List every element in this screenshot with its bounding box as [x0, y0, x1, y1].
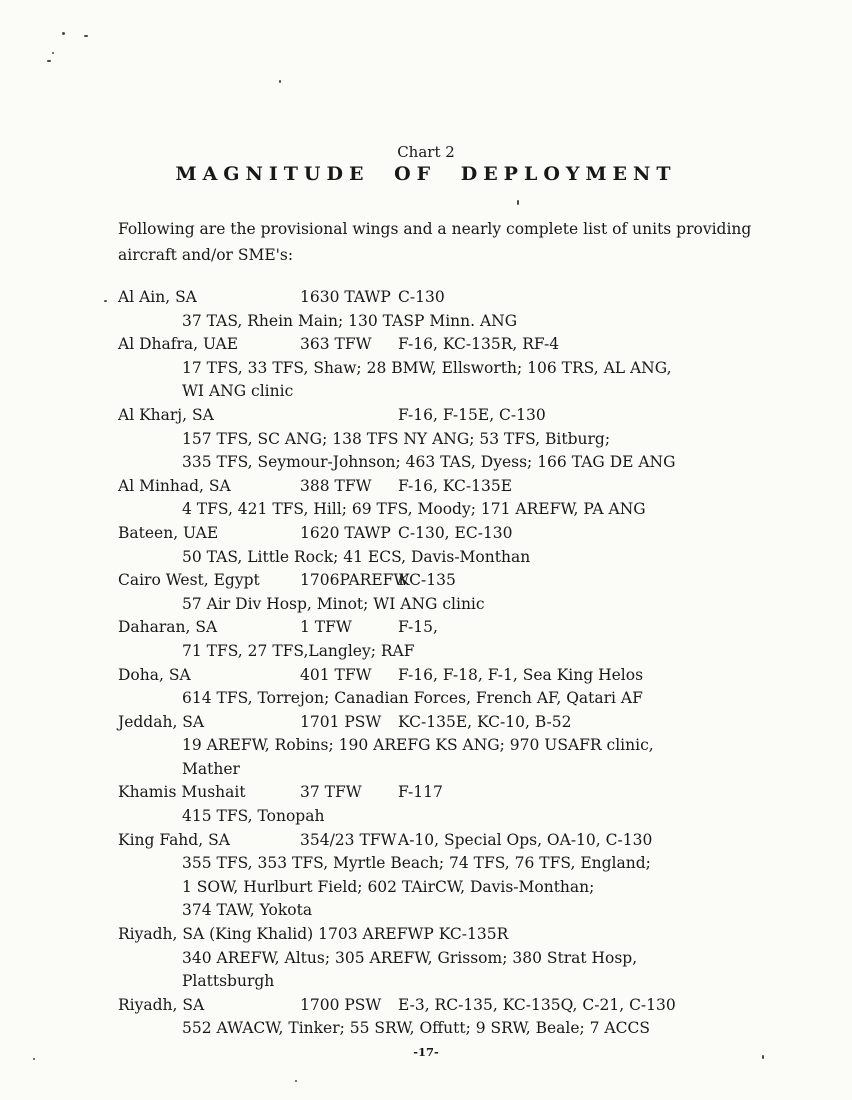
- entry-wing: [300, 404, 398, 428]
- deployment-entry: [118, 475, 778, 522]
- entry-location: King Fahd, SA: [118, 830, 230, 849]
- entry-aircraft: F-16, F-18, F-1, Sea King Helos: [398, 665, 644, 684]
- unit-line: 50 TAS, Little Rock; 41 ECS, Davis-Monthan: [182, 547, 531, 566]
- entry-wing: 1701 PSW: [300, 712, 382, 731]
- deployment-entry: [118, 569, 778, 616]
- entry-wing: 1620 TAWP: [300, 523, 391, 542]
- entry-header: [118, 829, 778, 853]
- entry-header: [118, 994, 778, 1018]
- deployment-entry: [118, 923, 778, 994]
- page-title: MAGNITUDE OF DEPLOYMENT: [175, 163, 677, 185]
- unit-line: Plattsburgh: [182, 972, 275, 991]
- entry-location: Doha, SA: [118, 665, 191, 684]
- entry-wing: 1706PAREFW: [300, 571, 410, 590]
- deployment-entry: [118, 522, 778, 569]
- entry-header: [118, 333, 778, 357]
- entry-wing: 401 TFW: [300, 665, 372, 684]
- entry-location: Khamis Mushait: [118, 783, 246, 802]
- unit-line: 17 TFS, 33 TFS, Shaw; 28 BMW, Ellsworth; 106 TRS, AL ANG,: [182, 358, 672, 377]
- entry-location: Cairo West, Egypt: [118, 571, 260, 590]
- entry-header: [118, 522, 778, 546]
- unit-line: 374 TAW, Yokota: [182, 901, 313, 920]
- entry-location: Riyadh, SA: [118, 995, 205, 1014]
- unit-line: WI ANG clinic: [182, 382, 294, 401]
- deployment-entry: [118, 404, 778, 475]
- entry-location: Daharan, SA: [118, 618, 218, 637]
- entry-header: [118, 475, 778, 499]
- deployment-entry: [118, 664, 778, 711]
- unit-line: 57 Air Div Hosp, Minot; WI ANG clinic: [182, 594, 485, 613]
- scan-speck: [47, 60, 51, 62]
- unit-line: 157 TFS, SC ANG; 138 TFS NY ANG; 53 TFS, Bitburg;: [182, 429, 611, 448]
- entry-location: Al Minhad, SA: [118, 476, 231, 495]
- deployment-entry: [118, 994, 778, 1041]
- intro-paragraph: [118, 217, 751, 268]
- entry-header: [118, 781, 778, 805]
- deployment-entry: [118, 829, 778, 923]
- entry-header: [118, 664, 778, 688]
- entry-aircraft: F-15,: [398, 618, 438, 637]
- unit-line: 614 TFS, Torrejon; Canadian Forces, French AF, Qatari AF: [182, 689, 643, 708]
- entry-wing: 37 TFW: [300, 783, 362, 802]
- entry-location: Jeddah, SA: [118, 712, 205, 731]
- deployment-entry: [118, 333, 778, 404]
- entry-location: Al Ain, SA: [118, 288, 197, 306]
- entry-wing: 388 TFW: [300, 476, 372, 495]
- deployment-list: [118, 286, 778, 1041]
- entry-header: [118, 286, 778, 310]
- unit-line: 71 TFS, 27 TFS,Langley; RAF: [182, 641, 415, 660]
- unit-line: Mather: [182, 759, 240, 778]
- deployment-entry: [118, 286, 778, 333]
- scan-speck: [517, 200, 519, 205]
- entry-aircraft: E-3, RC-135, KC-135Q, C-21, C-130: [398, 995, 676, 1014]
- entry-location: Bateen, UAE: [118, 523, 219, 542]
- scan-speck: [52, 52, 54, 54]
- unit-line: 415 TFS, Tonopah: [182, 807, 325, 826]
- scan-speck: [295, 1080, 297, 1082]
- deployment-entry: [118, 616, 778, 663]
- entry-header: [118, 923, 778, 947]
- unit-line: 1 SOW, Hurlburt Field; 602 TAirCW, Davis-Monthan;: [182, 877, 595, 896]
- entry-location: Al Kharj, SA: [118, 405, 214, 424]
- entry-header: [118, 711, 778, 735]
- entry-wing: 1 TFW: [300, 618, 352, 637]
- entry-wing: 354/23 TFW: [300, 830, 397, 849]
- unit-line: 340 AREFW, Altus; 305 AREFW, Grissom; 380 Strat Hosp,: [182, 948, 638, 967]
- entry-aircraft: F-117: [398, 783, 443, 802]
- scan-speck: [104, 300, 107, 302]
- entry-aircraft: F-16, KC-135E: [398, 476, 513, 495]
- entry-header: [118, 616, 778, 640]
- intro-line: aircraft and/or SME's:: [118, 245, 294, 264]
- entry-location: Riyadh, SA (King Khalid) 1703 AREFWP KC-135R: [118, 925, 509, 944]
- scan-speck: [84, 35, 88, 37]
- entry-wing: 1630 TAWP: [300, 288, 391, 306]
- unit-line: 355 TFS, 353 TFS, Myrtle Beach; 74 TFS, 76 TFS, England;: [182, 854, 651, 873]
- deployment-entry: [118, 711, 778, 782]
- unit-line: 19 AREFW, Robins; 190 AREFG KS ANG; 970 USAFR clinic,: [182, 736, 654, 755]
- deployment-entry: [118, 781, 778, 828]
- entry-header: [118, 404, 778, 428]
- entry-aircraft: KC-135: [398, 571, 456, 590]
- unit-line: 37 TAS, Rhein Main; 130 TASP Minn. ANG: [182, 311, 518, 330]
- unit-line: 552 AWACW, Tinker; 55 SRW, Offutt; 9 SRW, Beale; 7 ACCS: [182, 1019, 650, 1038]
- entry-aircraft: KC-135E, KC-10, B-52: [398, 712, 572, 731]
- unit-line: 335 TFS, Seymour-Johnson; 463 TAS, Dyess; 166 TAG DE ANG: [182, 453, 676, 472]
- entry-wing: 363 TFW: [300, 335, 372, 354]
- intro-line: Following are the provisional wings and a nearly complete list of units providing: [118, 220, 752, 238]
- page-number: -17-: [413, 1045, 439, 1059]
- entry-header: [118, 569, 778, 593]
- entry-location: Al Dhafra, UAE: [118, 335, 239, 354]
- scan-speck: [62, 32, 65, 35]
- unit-line: 4 TFS, 421 TFS, Hill; 69 TFS, Moody; 171 AREFW, PA ANG: [182, 500, 646, 519]
- entry-aircraft: C-130, EC-130: [398, 523, 513, 542]
- entry-aircraft: F-16, KC-135R, RF-4: [398, 335, 560, 354]
- entry-aircraft: F-16, F-15E, C-130: [398, 405, 546, 424]
- entry-aircraft: A-10, Special Ops, OA-10, C-130: [398, 830, 653, 849]
- entry-wing: 1700 PSW: [300, 995, 382, 1014]
- entry-aircraft: C-130: [398, 288, 445, 306]
- scan-speck: [279, 80, 281, 83]
- chart-number-label: Chart 2: [397, 143, 455, 161]
